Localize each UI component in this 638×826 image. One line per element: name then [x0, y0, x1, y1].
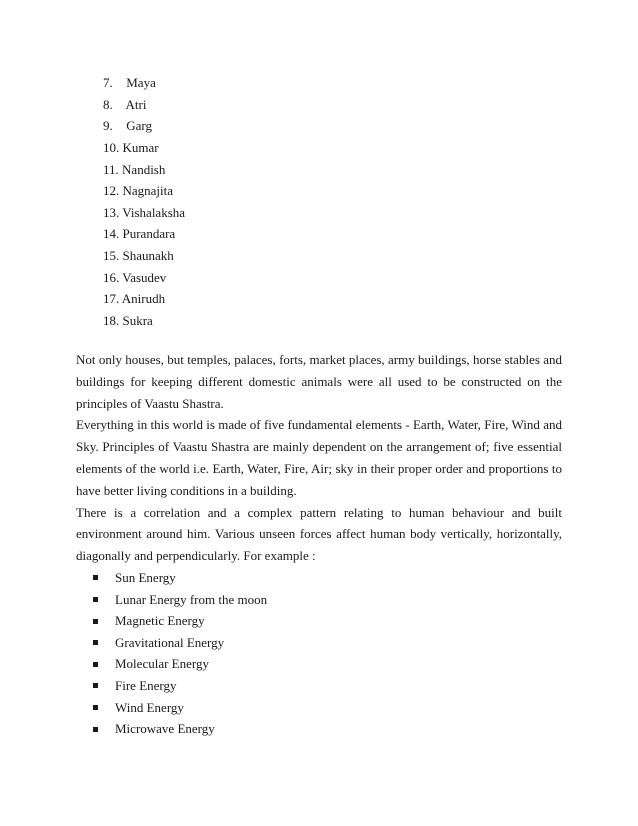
list-item	[93, 653, 562, 675]
list-number: 8.	[103, 96, 113, 112]
list-number: 14.	[103, 226, 120, 242]
list-number: 12.	[103, 183, 120, 199]
bullet-icon	[93, 640, 98, 645]
sages-list	[103, 72, 185, 332]
list-number: 10.	[103, 139, 120, 155]
list-text: Magnetic Energy	[115, 613, 205, 629]
list-text: Nagnajita	[122, 183, 174, 199]
list-item	[103, 202, 185, 224]
list-item	[93, 718, 562, 740]
energy-list	[93, 567, 562, 740]
bullet-icon	[93, 683, 98, 688]
list-text: Fire Energy	[115, 677, 177, 693]
list-text: Maya	[126, 75, 156, 90]
list-item	[93, 589, 562, 611]
list-item	[103, 94, 185, 116]
list-item	[93, 697, 562, 719]
list-text: Shaunakh	[122, 248, 174, 264]
paragraph-elements: Everything in this world is made of five fundamental elements - Earth, Water, Fire, Wind and Sky. Principles of Vaastu Shastra are mainly dependent on the arrangement of; five essential elements of the world i.e. Earth, Water, Fire, Air; sky in their proper order and proportions to have better living conditions in a building.	[76, 417, 562, 498]
list-text: Atri	[125, 96, 147, 112]
list-item	[103, 180, 185, 202]
list-text: Kumar	[122, 139, 159, 155]
list-number: 15.	[103, 248, 120, 264]
list-text: Sukra	[122, 313, 153, 329]
list-number: 9.	[103, 118, 113, 134]
list-number: 7.	[103, 75, 113, 90]
list-item	[93, 610, 562, 632]
list-item	[103, 115, 185, 137]
list-number: 13.	[103, 204, 120, 220]
list-text: Lunar Energy from the moon	[115, 591, 268, 607]
list-item	[103, 137, 185, 159]
list-item	[93, 632, 562, 654]
list-item	[103, 267, 185, 289]
list-item	[93, 675, 562, 697]
list-item	[103, 288, 185, 310]
list-text: Garg	[126, 118, 153, 134]
list-number: 18.	[103, 313, 120, 329]
bullet-icon	[93, 619, 98, 624]
list-text: Vasudev	[122, 269, 167, 285]
list-item	[103, 223, 185, 245]
list-text: Nandish	[122, 161, 166, 177]
bullet-icon	[93, 705, 98, 710]
list-number: 16.	[103, 269, 120, 285]
list-item	[103, 72, 185, 94]
list-text: Gravitational Energy	[115, 634, 225, 650]
list-item	[103, 159, 185, 181]
list-text: Molecular Energy	[115, 656, 209, 672]
bullet-icon	[93, 597, 98, 602]
list-text: Wind Energy	[115, 699, 184, 715]
list-text: Microwave Energy	[115, 721, 215, 737]
paragraph-construction: Not only houses, but temples, palaces, forts, market places, army buildings, horse stables and buildings for keeping different domestic animals were all used to be constructed on the principles of Vaastu Shastra.	[76, 352, 562, 411]
bullet-icon	[93, 727, 98, 732]
list-number: 11.	[103, 161, 119, 177]
list-text: Sun Energy	[115, 569, 176, 585]
list-text: Purandara	[122, 226, 176, 242]
list-item	[103, 245, 185, 267]
list-item	[103, 310, 185, 332]
list-item	[93, 567, 562, 589]
list-number: 17.	[103, 291, 120, 307]
list-text: Anirudh	[121, 291, 166, 307]
bullet-icon	[93, 575, 98, 580]
bullet-icon	[93, 662, 98, 667]
paragraph-forces: There is a correlation and a complex pattern relating to human behaviour and built environment around him. Various unseen forces affect human body vertically, horizontally, diagonally and perpendicularly. For example :	[76, 504, 562, 564]
body-text	[76, 349, 562, 740]
list-text: Vishalaksha	[122, 204, 186, 220]
